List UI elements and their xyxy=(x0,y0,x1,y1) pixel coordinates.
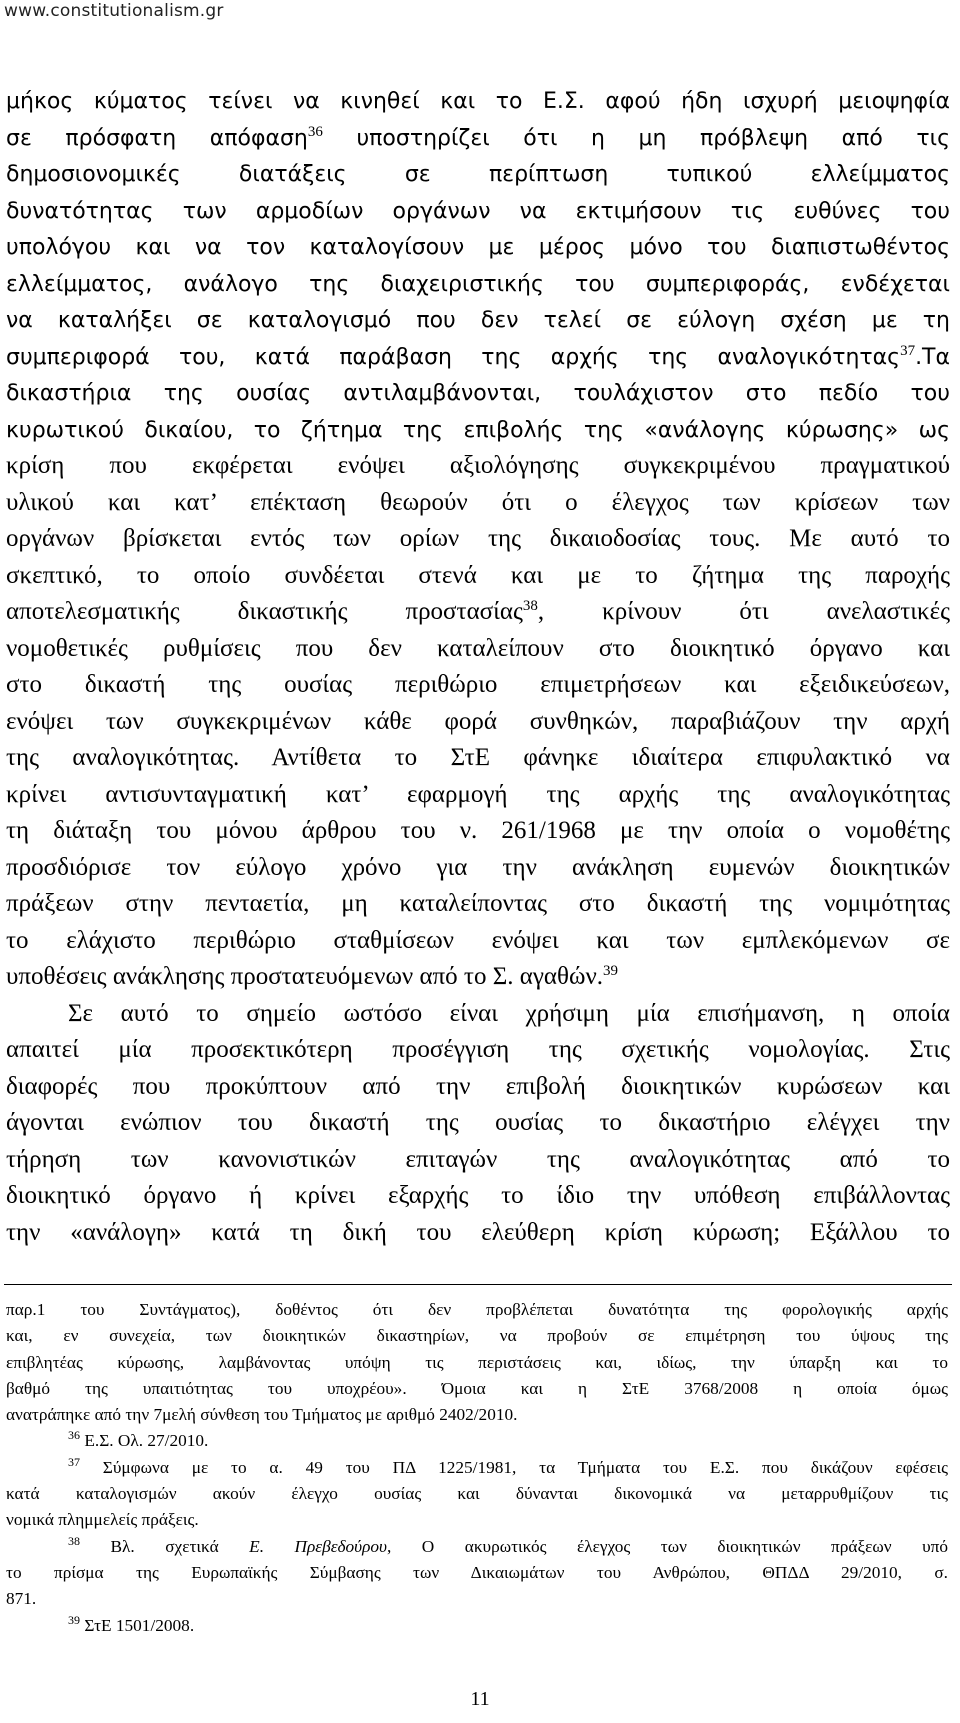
text-run: κατά καταλογισμών ακούν έλεγχο ουσίας και δύνανται δικονομικά να μεταρρυθμίζουν τις xyxy=(6,1484,948,1504)
footnote-line xyxy=(6,1481,948,1507)
body-line xyxy=(6,120,950,157)
text-run: διαφορές που προκύπτουν από την επιβολή διοικητικών κυρώσεων και xyxy=(6,1072,950,1100)
footnote-reference: 37 xyxy=(68,1454,80,1469)
body-line xyxy=(6,1105,950,1142)
text-run: αποτελεσματικής δικαστικής προστασίας xyxy=(6,598,523,625)
body-line xyxy=(6,667,950,704)
text-run: κυρωτικού δικαίου, το ζήτημα της επιβολής της «ανάλογης κύρωσης» ως xyxy=(6,417,950,443)
text-run: Σε αυτό το σημείο ωστόσο είναι χρήσιμη μία επισήμανση, η οποία xyxy=(68,999,950,1027)
text-run: παρ.1 του Συντάγματος), δοθέντος ότι δεν προβλέπεται δυνατότητα της φορολογικής αρχής xyxy=(6,1300,948,1319)
text-run: Ε.Σ. Ολ. 27/2010. xyxy=(80,1431,209,1451)
footnote-line xyxy=(6,1297,948,1323)
text-run: νομικά πλημμελείς πράξεις. xyxy=(6,1510,199,1530)
text-run: Βλ. σχετικά xyxy=(80,1536,250,1556)
text-run: μήκος κύματος τείνει να κινηθεί και το Ε.Σ. αφού ήδη ισχυρή μειοψηφία xyxy=(6,89,950,114)
footnote-line xyxy=(6,1376,948,1402)
footnote-line xyxy=(6,1534,948,1560)
text-run: υλικού και κατ’ επέκταση θεωρούν ότι ο έλεγχος των κρίσεων των xyxy=(6,488,950,516)
text-run: δυνατότητας των αρμοδίων οργάνων να εκτιμήσουν τις ευθύνες του xyxy=(6,198,950,224)
body-line xyxy=(6,266,950,303)
body-line xyxy=(6,485,950,522)
footnote-separator xyxy=(4,1284,952,1285)
footnote-line xyxy=(6,1350,948,1376)
body-line xyxy=(6,886,950,923)
text-run: απαιτεί μία προσεκτικότερη προσέγγιση της σχετικής νομολογίας. Στις xyxy=(6,1036,950,1063)
text-run: να καταλήξει σε καταλογισμό που δεν τελεί σε εύλογη σχέση με τη xyxy=(6,308,950,333)
author-name: Ε. Πρεβεδούρου xyxy=(249,1536,387,1556)
text-run: συμπεριφορά του, κατά παράβαση της αρχής της αναλογικότητας xyxy=(6,344,901,370)
text-run: ενόψει των συγκεκριμένων κάθε φορά συνθηκών, παραβιάζουν την αρχή xyxy=(6,707,950,735)
text-run: βαθμό της υπαιτιότητας του υποχρέου». Όμοια και η ΣτΕ 3768/2008 η οποία όμως xyxy=(6,1378,948,1398)
text-run: υποθέσεις ανάκλησης προστατευόμενων από το Σ. αγαθών. xyxy=(6,963,603,990)
body-line xyxy=(6,594,950,631)
text-run: σε πρόσφατη απόφαση xyxy=(6,125,308,151)
footnote-line xyxy=(6,1586,948,1612)
text-run: οργάνων βρίσκεται εντός των ορίων της δικαιοδοσίας τους. Με αυτό το xyxy=(6,525,950,552)
footnote-reference: 37 xyxy=(900,342,916,359)
body-line xyxy=(6,558,950,595)
text-run: τήρηση των κανονιστικών επιταγών της αναλογικότητας από το xyxy=(6,1145,950,1173)
body-line xyxy=(6,813,950,850)
text-run: πράξεων στην πενταετία, μη καταλείποντας στο δικαστή της νομιμότητας xyxy=(6,890,950,917)
body-line xyxy=(6,1178,950,1215)
text-run: υποστηρίζει ότι η μη πρόβλεψη από τις xyxy=(322,125,951,151)
body-line xyxy=(6,156,950,193)
body-line xyxy=(6,229,950,266)
footnote-reference: 38 xyxy=(68,1533,80,1548)
page-number: 11 xyxy=(470,1688,490,1710)
text-run: υπολόγου και να τον καταλογίσουν με μέρος μόνο του διαπιστωθέντος xyxy=(6,235,950,260)
footnote-reference: 38 xyxy=(522,598,538,614)
body-line xyxy=(6,777,950,814)
text-run: το πρίσμα της Ευρωπαϊκής Σύμβασης των Δικαιωμάτων του Ανθρώπου, ΘΠΔΔ 29/2010, σ. xyxy=(6,1562,948,1582)
body-line xyxy=(6,1069,950,1106)
body-line xyxy=(6,193,950,230)
body-line xyxy=(6,740,950,777)
text-run: .Τα xyxy=(915,344,950,370)
footnote-reference: 36 xyxy=(307,123,323,140)
text-run: , Ο ακυρωτικός έλεγχος των διοικητικών πράξεων υπό xyxy=(386,1536,948,1556)
footnote-line xyxy=(6,1560,948,1586)
body-line xyxy=(6,631,950,668)
text-run: της αναλογικότητας. Αντίθετα το ΣτΕ φάνηκε ιδιαίτερα επιφυλακτικό να xyxy=(6,744,950,771)
body-line xyxy=(6,521,950,558)
body-line xyxy=(6,339,950,376)
footnote-line xyxy=(6,1455,948,1481)
body-line xyxy=(6,448,950,485)
text-run: προσδιόρισε τον εύλογο χρόνο για την ανάκληση ευμενών διοικητικών xyxy=(6,853,950,881)
body-line xyxy=(6,1142,950,1179)
footnote-reference: 39 xyxy=(603,963,618,979)
text-run: δικαστήρια της ουσίας αντιλαμβάνονται, τουλάχιστον στο πεδίο του xyxy=(6,381,950,406)
text-run: κρίση που εκφέρεται ενόψει αξιολόγησης συγκεκριμένου πραγματικού xyxy=(6,452,950,479)
footnote-line xyxy=(6,1402,948,1428)
text-run: Σύμφωνα με το α. 49 του ΠΔ 1225/1981, τα Τμήματα του Ε.Σ. που δικάζουν εφέσεις xyxy=(80,1457,948,1477)
text-run: τη διάταξη του μόνου άρθρου του ν. 261/1968 με την οποία ο νομοθέτης xyxy=(6,817,950,844)
text-run: νομοθετικές ρυθμίσεις που δεν καταλείπουν στο διοικητικό όργανο και xyxy=(6,634,950,662)
text-run: το ελάχιστο περιθώριο σταθμίσεων ενόψει και των εμπλεκόμενων σε xyxy=(6,926,950,954)
text-run: ΣτΕ 1501/2008. xyxy=(80,1615,195,1635)
body-line xyxy=(6,302,950,339)
body-line xyxy=(6,959,950,996)
body-line xyxy=(6,1032,950,1069)
body-line xyxy=(6,704,950,741)
footnote-reference: 36 xyxy=(68,1428,80,1443)
body-line xyxy=(6,412,950,449)
footnote-reference: 39 xyxy=(68,1612,80,1627)
text-run: δημοσιονομικές διατάξεις σε περίπτωση τυπικού ελλείμματος xyxy=(6,162,950,187)
footnote-line xyxy=(6,1507,948,1533)
text-run: ανατράπηκε από την 7μελή σύνθεση του Τμήματος με αριθμό 2402/2010. xyxy=(6,1405,518,1425)
body-line xyxy=(6,996,950,1033)
text-run: διοικητικό όργανο ή κρίνει εξαρχής το ίδιο την υπόθεση επιβάλλοντας xyxy=(6,1182,950,1209)
text-run: άγονται ενώπιον του δικαστή της ουσίας το δικαστήριο ελέγχει την xyxy=(6,1109,950,1136)
text-run: 871. xyxy=(6,1589,37,1609)
source-url[interactable]: www.constitutionalism.gr xyxy=(4,1,224,21)
text-run: επιβλητέας κύρωσης, λαμβάνοντας υπόψη τις περιστάσεις και, ιδίως, την ύπαρξη και το xyxy=(6,1352,948,1372)
text-run: στο δικαστή της ουσίας περιθώριο επιμετρήσεων και εξειδικεύσεων, xyxy=(6,671,950,698)
body-line xyxy=(6,83,950,120)
body-line xyxy=(6,850,950,887)
text-run: σκεπτικό, το οποίο συνδέεται στενά και με το ζήτημα της παροχής xyxy=(6,561,950,589)
text-run: , κρίνουν ότι ανελαστικές xyxy=(537,598,950,625)
text-run: την «ανάλογη» κατά τη δική του ελεύθερη κρίση κύρωση; Εξάλλου το xyxy=(6,1218,950,1246)
footnote-line xyxy=(6,1428,948,1454)
main-body-text xyxy=(6,83,950,1251)
footnotes xyxy=(6,1297,948,1639)
footnote-line xyxy=(6,1323,948,1349)
body-line xyxy=(6,923,950,960)
text-run: κρίνει αντισυνταγματική κατ’ εφαρμογή της αρχής της αναλογικότητας xyxy=(6,780,950,808)
body-line xyxy=(6,375,950,412)
body-line xyxy=(6,1215,950,1252)
text-run: ελλείμματος, ανάλογο της διαχειριστικής του συμπεριφοράς, ενδέχεται xyxy=(6,271,950,297)
footnote-line xyxy=(6,1613,948,1639)
text-run: και, εν συνεχεία, των διοικητικών δικαστηρίων, να προβούν σε επιμέτρηση του ύψους της xyxy=(6,1326,948,1346)
